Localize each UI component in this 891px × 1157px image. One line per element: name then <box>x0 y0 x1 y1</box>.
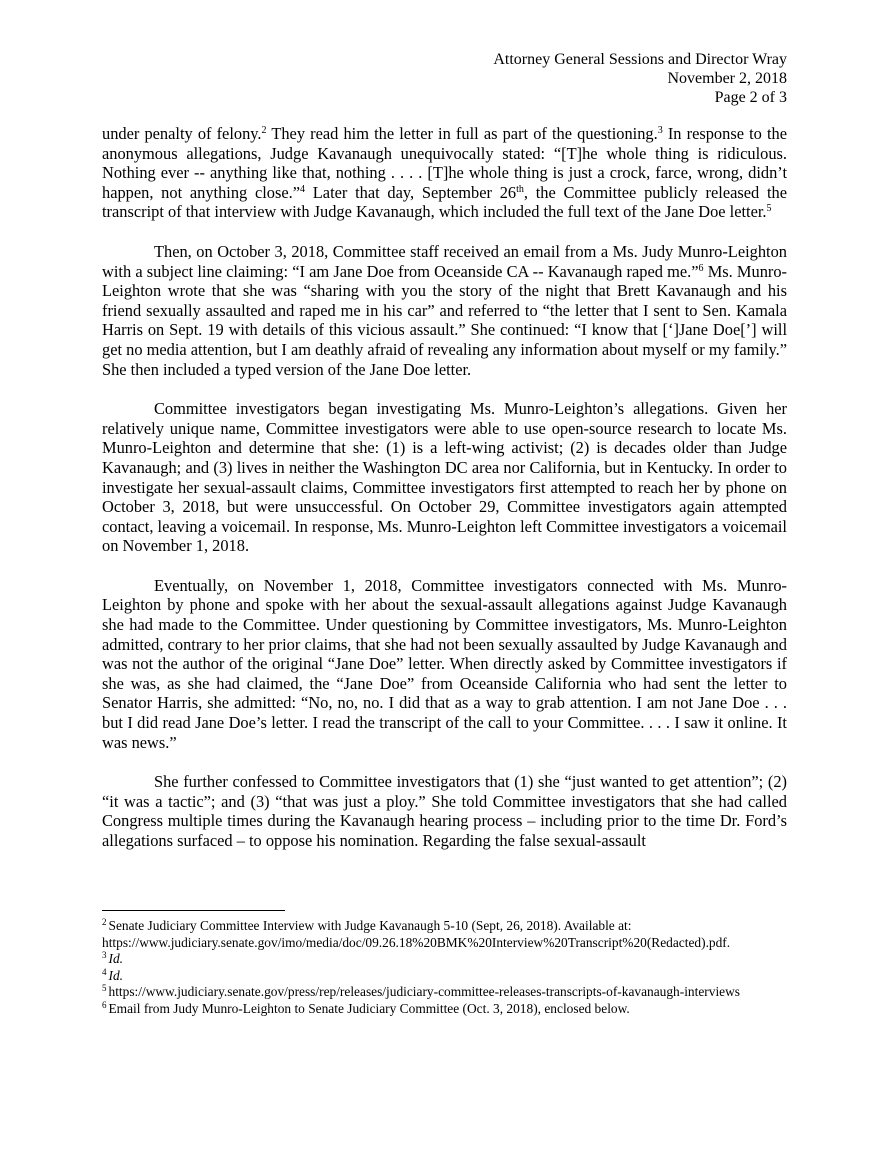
footnote-ref: 2 <box>261 125 267 136</box>
footnote-4: $^4$ Id. <box>102 966 124 983</box>
header-page-number: Page 2 of 3 <box>714 89 787 106</box>
footnotes <box>102 918 787 1018</box>
header-date: November 2, 2018 <box>667 70 787 87</box>
footnote-link[interactable]: https://www.judiciary.senate.gov/imo/media/doc/09.26.18%20BMK%20Interview%20Transcript%20(Redacted).pdf. <box>102 934 731 950</box>
footnote-ref: 3 <box>657 125 663 136</box>
footnote-3: $^3$ Id. <box>102 950 124 967</box>
footnote-2: $^2$ Senate Judiciary Committee Interview with Judge Kavanaugh 5-10 (Sept, 26, 2018). Available at: https://www.judiciary.senate.gov/imo/media/doc/09.26.18%20BMK%20Interview%20Transcript%20(Redacted).pdf. <box>102 917 731 950</box>
footnote-6: $^6$ Email from Judy Munro-Leighton to Senate Judiciary Committee (Oct. 3, 2018), enclosed below. <box>102 999 630 1016</box>
ordinal-suffix: th <box>516 183 524 195</box>
footnote-ref: 6 <box>698 262 704 274</box>
paragraph-4: Eventually, on November 1, 2018, Committee investigators connected with Ms. Munro-Leighton by phone and spoke with her about the sexual-assault allegations against Judge Kavanaugh she had made to the Committee. Under questioning by Committee investigators, Ms. Munro-Leighton admitted, contrary to her prior claims, that she had not been sexually assaulted by Judge Kavanaugh and was not the author of the original “Jane Doe” letter. When directly asked by Committee investigators if she was, as she had claimed, the “Jane Doe” from Oceanside California who had sent the letter to Senator Harris, she admitted: “No, no, no. I did that as a way to grab attention. I am not Jane Doe . . . but I did read Jane Doe’s letter. I read the transcript of the call to your Committee. . . . I saw it online. It was news.” <box>102 575 787 752</box>
footnote-link[interactable]: https://www.judiciary.senate.gov/press/rep/releases/judiciary-committee-releases-transcripts-of-kavanaugh-interviews <box>108 984 740 1000</box>
footnote-ref: 4 <box>300 183 306 195</box>
paragraph-3: Committee investigators began investigating Ms. Munro-Leighton’s allegations. Given her relatively unique name, Committee investigators were able to use open-source research to locate Ms. Munro-Leighton and determine that she: (1) is a left-wing activist; (2) is decades older than Judge Kavanaugh; and (3) lives in neither the Washington DC area nor California, but in Kentucky. In order to investigate her sexual-assault claims, Committee investigators first attempted to reach her by phone on October 3, 2018, but were unsuccessful. On October 29, Committee investigators again attempted contact, leaving a voicemail. In response, Ms. Munro-Leighton left Committee investigators a voicemail on November 1, 2018. <box>102 399 787 556</box>
footnote-divider <box>102 910 285 911</box>
footnote-ref: 5 <box>766 203 772 215</box>
paragraph-1: under penalty of felony.$^2$ They read him the letter in full as part of the questioning.$^3$ In response to the anonymous allegations, Judge Kavanaugh unequivocally stated: “[T]he whole thing is ridiculous. Nothing ever -- anything like that, nothing . . . . [T]he whole thing is just a crock, farce, wrong, didn’t happen, not anything close.”$^4$ Later that day, September 26th, the Committee publicly released the transcript of that interview with Judge Kavanaugh, which included the full text of the Jane Doe letter.$^5$ <box>102 124 788 222</box>
letter-body <box>102 124 787 851</box>
paragraph-2: Then, on October 3, 2018, Committee staff received an email from a Ms. Judy Munro-Leighton with a subject line claiming: “I am Jane Doe from Oceanside CA -- Kavanaugh raped me.”$^6$ Ms. Munro-Leighton wrote that she was “sharing with you the story of the night that Brett Kavanaugh and his friend sexually assaulted and raped me in his car” and referred to “the letter that I sent to Sen. Kamala Harris on Sept. 19 with details of this vicious assault.” She continued: “I know that [‘]Jane Doe[’] will get no media attention, but I am deathly afraid of revealing any information about myself or my family.” She then included a typed version of the Jane Doe letter. <box>102 241 787 379</box>
page-header <box>493 50 787 107</box>
paragraph-5: She further confessed to Committee investigators that (1) she “just wanted to get attention”; (2) “it was a tactic”; and (3) “that was just a ploy.” She told Committee investigators that she had called Congress multiple times during the Kavanaugh hearing process – including prior to the time Dr. Ford’s allegations surfaced – to oppose his nomination. Regarding the false sexual-assault <box>102 772 787 850</box>
header-recipients: Attorney General Sessions and Director Wray <box>493 51 787 68</box>
footnote-5: $^5$ https://www.judiciary.senate.gov/press/rep/releases/judiciary-committee-releases-transcripts-of-kavanaugh-interviews <box>102 983 740 1000</box>
